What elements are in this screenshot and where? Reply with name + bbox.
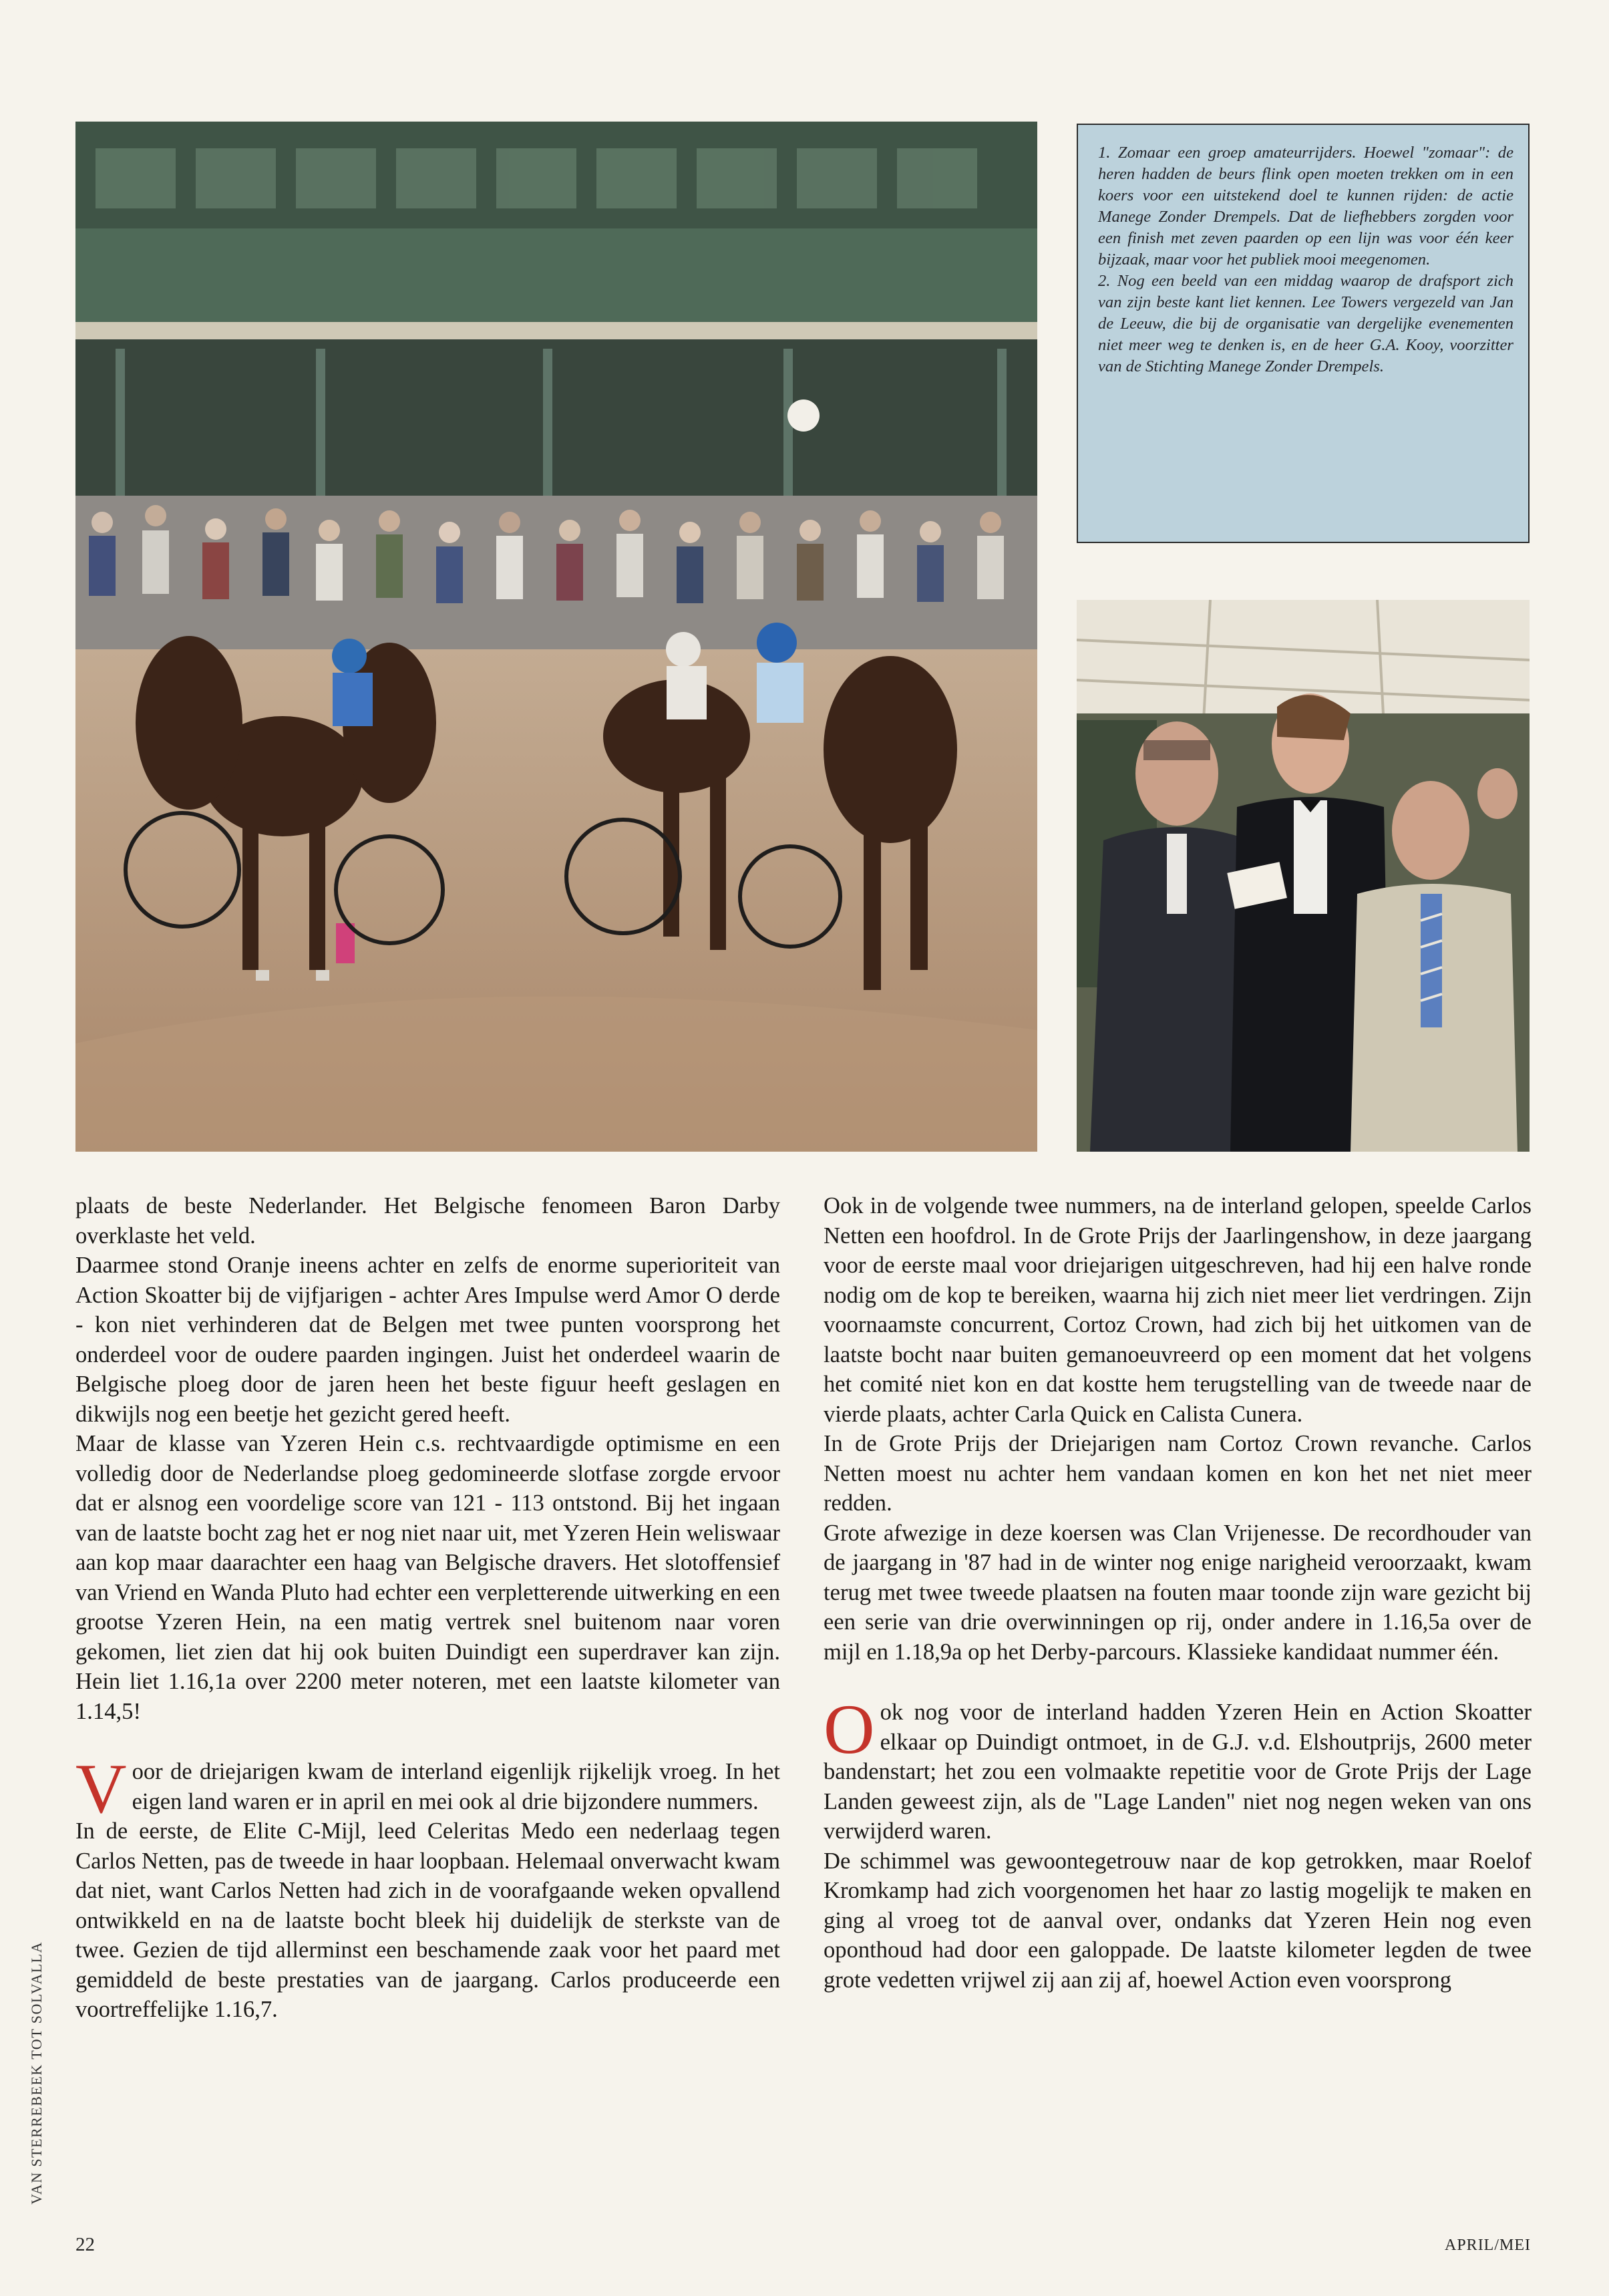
- paragraph: In de Grote Prijs der Driejarigen nam Cortoz Crown revanche. Carlos Netten moest nu achter hem vandaan komen en kon het net niet meer redden.: [824, 1431, 1532, 1516]
- article-column-right: [824, 1191, 1532, 1995]
- caption-photo-1: 1. Zomaar een groep amateurrijders. Hoewel "zomaar": de heren hadden de beurs flink open moeten trekken om in een koers voor een uitstekend doel te kunnen rijden: de actie Manege Zonder Drempels. Dat de liefhebbers zorgden voor een finish met zeven paarden op een lijn was voor één keer bijzaak, maar voor het publiek mooi meegenomen.: [1098, 144, 1513, 269]
- paragraph: In de eerste, de Elite C-Mijl, leed Celeritas Medo een nederlaag tegen Carlos Netten, pas de tweede in haar loopbaan. Helemaal onverwacht kwam dat niet, want Carlos Netten had zich in de voorafgaande weken opvallend ontwikkeld en na de laatste bocht bleek hij duidelijk de sterkste van de twee. Gezien de tijd allerminst een beschamende zaak voor het paard met gemiddeld de beste prestaties van de jaargang. Carlos produceerde een voortreffelijke 1.16,7.: [75, 1818, 780, 2022]
- paragraph-with-dropcap: [75, 1750, 780, 1828]
- paragraph: plaats de beste Nederlander. Het Belgische fenomeen Baron Darby overklaste het veld.: [75, 1193, 780, 1249]
- paragraph-text: ok nog voor de interland hadden Yzeren Hein en Action Skoatter elkaar op Duindigt ontmoet, in de G.J. v.d. Elshoutprijs, 2600 meter bandenstart; het zou een volmaakte repetitie voor de Grote Prijs der Lage Landen geweest zijn, als de "Lage Landen" niet nog negen weken van ons verwijderd waren.: [824, 1699, 1532, 1844]
- dropcap-letter: V: [75, 1750, 127, 1828]
- paragraph-with-dropcap: [824, 1690, 1532, 1846]
- paragraph: Ook in de volgende twee nummers, na de interland gelopen, speelde Carlos Netten een hoofdrol. In de Grote Prijs der Jaarlingenshow, in deze jaargang voor de eerste maal voor driejarigen uitgeschreven, had hij een halve ronde nodig om de kop te bereiken, waarna hij zich niet meer liet verdringen. Zijn voornaamste concurrent, Cortoz Crown, had zich bij het uitkomen van de laatste bocht naar buiten gemanoeuvreerd op een moment dat het volgens het comité niet kon en dat kostte hem terugstelling van de tweede naar de vierde plaats, achter Carla Quick en Calista Cunera.: [824, 1193, 1532, 1427]
- paragraph: De schimmel was gewoontegetrouw naar de kop getrokken, maar Roelof Kromkamp had zich voorgenomen het haar zo lastig mogelijk te maken en ging al vroeg tot de aanval over, ondanks dat Yzeren Hein nog even oponthoud had door een galoppade. De laatste kilometer legden de twee grote vedetten vrijwel zij aan zij af, hoewel Action even voorsprong: [824, 1848, 1532, 1993]
- paragraph-text: oor de driejarigen kwam de interland eigenlijk rijkelijk vroeg. In het eigen land waren er in april en mei ook al drie bijzondere nummers.: [132, 1759, 780, 1814]
- harness-race-photo: [75, 122, 1037, 1152]
- paragraph: Daarmee stond Oranje ineens achter en zelfs de enorme superioriteit van Action Skoatter bij de vijfjarigen - achter Ares Impulse werd Amor O derde - kon niet verhinderen dat de Belgen met twee punten voorsprong het onderdeel voor de oudere paarden ingingen. Juist het onderdeel waarin de Belgische ploeg door de jaren heen het beste figuur heeft geslagen en dikwijls nog een beetje het gezicht gered heeft.: [75, 1253, 780, 1427]
- issue-label: APRIL/MEI: [1445, 2237, 1531, 2254]
- page-number: 22: [75, 2234, 95, 2255]
- paragraph: Maar de klasse van Yzeren Hein c.s. rechtvaardigde optimisme en een volledig door de Nederlandse ploeg gedomineerde slotfase zorgde ervoor dat er alsnog een voordelige score van 121 - 113 ontstond. Bij het ingaan van de laatste bocht zag het er nog niet naar uit, met Yzeren Hein weliswaar aan kop maar daarachter een haag van Belgische dravers. Het slotoffensief van Vriend en Wanda Pluto had echter een verpletterende uitwerking en een grootse Yzeren Hein, na een matig vertrek snel buitenom naar voren gekomen, liet zien dat hij ook buiten Duindigt een superdraver kan zijn. Hein liet 1.16,1a over 2200 meter noteren, met een laatste kilometer van 1.14,5!: [75, 1431, 780, 1724]
- ceremony-photo: [1077, 600, 1530, 1152]
- paragraph: Grote afwezige in deze koersen was Clan Vrijenesse. De recordhouder van de jaargang in '87 had in de winter nog enige narigheid veroorzaakt, kwam terug met twee tweede plaatsen na fouten maar toonde zijn ware gezicht bij een serie van drie overwinningen op rij, onder andere in 1.16,5a over de mijl en 1.18,9a op het Derby-parcours. Klassieke kandidaat nummer één.: [824, 1520, 1532, 1665]
- dropcap-letter: O: [824, 1690, 875, 1768]
- photo-caption-box: [1077, 124, 1530, 543]
- section-side-label: VAN STERREBEEK TOT SOLVALLA: [28, 1941, 45, 2204]
- caption-photo-2: 2. Nog een beeld van een middag waarop de drafsport zich van zijn beste kant liet kennen. Lee Towers vergezeld van Jan de Leeuw, die bij de organisatie van dergelijke evenementen niet meer weg te denken is, en de heer G.A. Kooy, voorzitter van de Stichting Manege Zonder Drempels.: [1098, 272, 1513, 375]
- article-column-left: [75, 1191, 780, 2025]
